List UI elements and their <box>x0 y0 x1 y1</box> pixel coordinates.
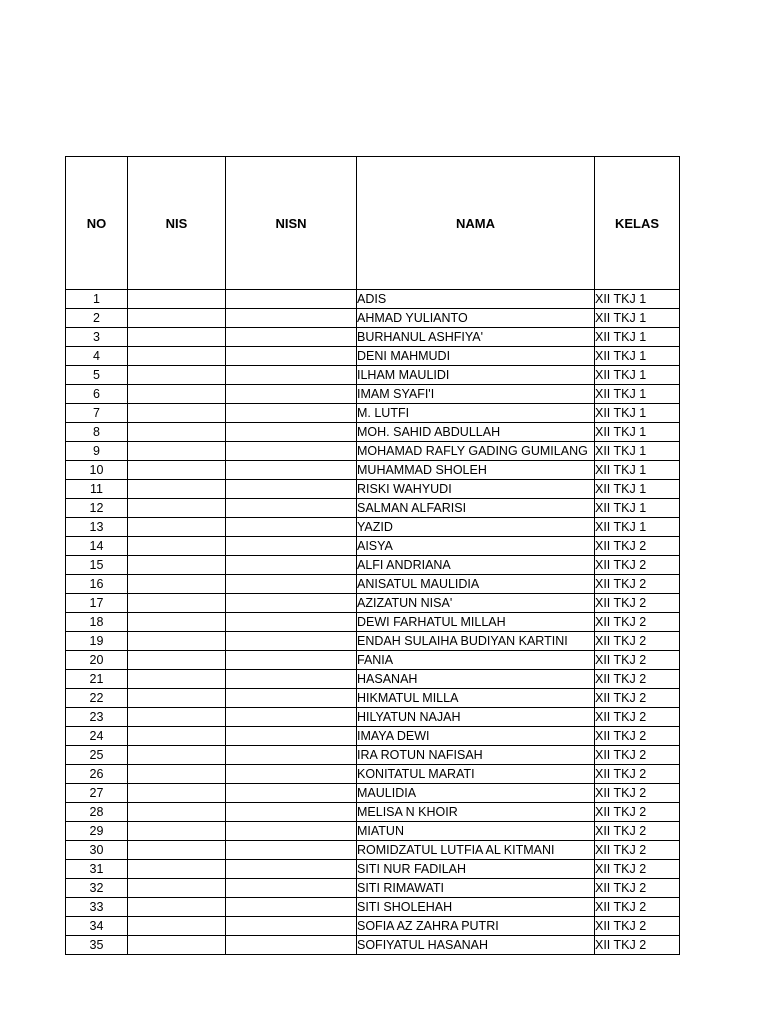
cell-nama: AZIZATUN NISA' <box>357 594 595 613</box>
cell-no: 30 <box>66 841 128 860</box>
table-row <box>66 784 680 803</box>
cell-no: 32 <box>66 879 128 898</box>
cell-kelas: XII TKJ 1 <box>595 480 680 499</box>
cell-kelas: XII TKJ 2 <box>595 898 680 917</box>
cell-nis <box>128 879 226 898</box>
cell-nama: SALMAN ALFARISI <box>357 499 595 518</box>
table-row <box>66 556 680 575</box>
cell-nisn <box>226 898 357 917</box>
table-row <box>66 765 680 784</box>
table-row <box>66 404 680 423</box>
cell-nisn <box>226 765 357 784</box>
cell-kelas: XII TKJ 2 <box>595 879 680 898</box>
header-nisn: NISN <box>226 157 357 290</box>
cell-kelas: XII TKJ 2 <box>595 746 680 765</box>
table-row <box>66 651 680 670</box>
cell-nis <box>128 347 226 366</box>
cell-nis <box>128 613 226 632</box>
cell-nama: DEWI FARHATUL MILLAH <box>357 613 595 632</box>
cell-kelas: XII TKJ 2 <box>595 917 680 936</box>
cell-kelas: XII TKJ 2 <box>595 860 680 879</box>
cell-kelas: XII TKJ 2 <box>595 936 680 955</box>
cell-no: 25 <box>66 746 128 765</box>
cell-nis <box>128 860 226 879</box>
table-row <box>66 613 680 632</box>
cell-nis <box>128 575 226 594</box>
cell-nisn <box>226 366 357 385</box>
cell-nama: MIATUN <box>357 822 595 841</box>
cell-no: 12 <box>66 499 128 518</box>
cell-no: 35 <box>66 936 128 955</box>
cell-nis <box>128 385 226 404</box>
table-row <box>66 309 680 328</box>
cell-kelas: XII TKJ 2 <box>595 765 680 784</box>
table-row <box>66 537 680 556</box>
cell-nisn <box>226 442 357 461</box>
cell-nisn <box>226 860 357 879</box>
cell-nis <box>128 404 226 423</box>
cell-no: 28 <box>66 803 128 822</box>
cell-nis <box>128 936 226 955</box>
table-row <box>66 841 680 860</box>
cell-no: 23 <box>66 708 128 727</box>
cell-nisn <box>226 727 357 746</box>
cell-nama: MAULIDIA <box>357 784 595 803</box>
cell-nama: IMAYA DEWI <box>357 727 595 746</box>
cell-kelas: XII TKJ 1 <box>595 328 680 347</box>
cell-nama: YAZID <box>357 518 595 537</box>
table-row <box>66 442 680 461</box>
cell-nis <box>128 632 226 651</box>
cell-nama: AISYA <box>357 537 595 556</box>
cell-nisn <box>226 309 357 328</box>
cell-nisn <box>226 575 357 594</box>
cell-nama: HIKMATUL MILLA <box>357 689 595 708</box>
cell-nis <box>128 803 226 822</box>
cell-nis <box>128 461 226 480</box>
cell-nis <box>128 499 226 518</box>
cell-nama: SITI NUR FADILAH <box>357 860 595 879</box>
table-row <box>66 803 680 822</box>
cell-nama: FANIA <box>357 651 595 670</box>
cell-nisn <box>226 917 357 936</box>
cell-kelas: XII TKJ 1 <box>595 518 680 537</box>
cell-kelas: XII TKJ 2 <box>595 651 680 670</box>
table-row <box>66 708 680 727</box>
cell-nama: SOFIA AZ ZAHRA PUTRI <box>357 917 595 936</box>
cell-nisn <box>226 746 357 765</box>
cell-no: 9 <box>66 442 128 461</box>
cell-kelas: XII TKJ 2 <box>595 556 680 575</box>
cell-nama: ILHAM MAULIDI <box>357 366 595 385</box>
cell-no: 34 <box>66 917 128 936</box>
table-row <box>66 461 680 480</box>
cell-nis <box>128 822 226 841</box>
cell-no: 18 <box>66 613 128 632</box>
table-row <box>66 822 680 841</box>
cell-kelas: XII TKJ 1 <box>595 347 680 366</box>
table-row <box>66 860 680 879</box>
table-row <box>66 689 680 708</box>
cell-no: 21 <box>66 670 128 689</box>
cell-kelas: XII TKJ 1 <box>595 499 680 518</box>
cell-nama: BURHANUL ASHFIYA' <box>357 328 595 347</box>
cell-nis <box>128 917 226 936</box>
cell-kelas: XII TKJ 1 <box>595 290 680 309</box>
table-row <box>66 898 680 917</box>
cell-kelas: XII TKJ 2 <box>595 841 680 860</box>
cell-kelas: XII TKJ 2 <box>595 632 680 651</box>
cell-no: 11 <box>66 480 128 499</box>
cell-kelas: XII TKJ 2 <box>595 689 680 708</box>
cell-no: 17 <box>66 594 128 613</box>
cell-nama: ROMIDZATUL LUTFIA AL KITMANI <box>357 841 595 860</box>
table-row <box>66 746 680 765</box>
cell-no: 20 <box>66 651 128 670</box>
cell-nis <box>128 366 226 385</box>
cell-nisn <box>226 594 357 613</box>
cell-no: 16 <box>66 575 128 594</box>
cell-nis <box>128 727 226 746</box>
cell-no: 5 <box>66 366 128 385</box>
cell-no: 7 <box>66 404 128 423</box>
cell-nisn <box>226 404 357 423</box>
cell-nisn <box>226 936 357 955</box>
cell-nisn <box>226 708 357 727</box>
cell-nisn <box>226 423 357 442</box>
table-row <box>66 423 680 442</box>
cell-nisn <box>226 537 357 556</box>
cell-nis <box>128 290 226 309</box>
cell-kelas: XII TKJ 1 <box>595 461 680 480</box>
cell-no: 10 <box>66 461 128 480</box>
cell-nama: HILYATUN NAJAH <box>357 708 595 727</box>
table-row <box>66 480 680 499</box>
table-row <box>66 727 680 746</box>
cell-no: 33 <box>66 898 128 917</box>
cell-nama: SOFIYATUL HASANAH <box>357 936 595 955</box>
cell-nama: ENDAH SULAIHA BUDIYAN KARTINI <box>357 632 595 651</box>
cell-nisn <box>226 613 357 632</box>
header-nis: NIS <box>128 157 226 290</box>
cell-no: 6 <box>66 385 128 404</box>
cell-nama: MELISA N KHOIR <box>357 803 595 822</box>
cell-kelas: XII TKJ 1 <box>595 309 680 328</box>
header-nama: NAMA <box>357 157 595 290</box>
cell-nisn <box>226 480 357 499</box>
cell-nama: IRA ROTUN NAFISAH <box>357 746 595 765</box>
cell-nama: SITI SHOLEHAH <box>357 898 595 917</box>
cell-kelas: XII TKJ 1 <box>595 385 680 404</box>
cell-no: 26 <box>66 765 128 784</box>
cell-no: 1 <box>66 290 128 309</box>
cell-no: 31 <box>66 860 128 879</box>
cell-nis <box>128 689 226 708</box>
cell-nama: IMAM SYAFI'I <box>357 385 595 404</box>
cell-kelas: XII TKJ 1 <box>595 366 680 385</box>
cell-nama: DENI MAHMUDI <box>357 347 595 366</box>
cell-nis <box>128 765 226 784</box>
cell-nis <box>128 537 226 556</box>
cell-no: 2 <box>66 309 128 328</box>
cell-kelas: XII TKJ 2 <box>595 727 680 746</box>
cell-nisn <box>226 328 357 347</box>
table-row <box>66 347 680 366</box>
cell-no: 13 <box>66 518 128 537</box>
cell-nis <box>128 784 226 803</box>
table-header <box>66 157 680 290</box>
table-row <box>66 290 680 309</box>
cell-nis <box>128 328 226 347</box>
cell-nama: SITI RIMAWATI <box>357 879 595 898</box>
cell-nisn <box>226 347 357 366</box>
cell-nisn <box>226 784 357 803</box>
table-body <box>66 290 680 955</box>
student-roster-table <box>65 156 680 955</box>
cell-nisn <box>226 651 357 670</box>
cell-no: 4 <box>66 347 128 366</box>
cell-no: 24 <box>66 727 128 746</box>
cell-nisn <box>226 879 357 898</box>
cell-nis <box>128 423 226 442</box>
cell-nis <box>128 898 226 917</box>
cell-no: 15 <box>66 556 128 575</box>
cell-nisn <box>226 632 357 651</box>
cell-kelas: XII TKJ 2 <box>595 537 680 556</box>
cell-nisn <box>226 385 357 404</box>
cell-nisn <box>226 461 357 480</box>
cell-nama: ADIS <box>357 290 595 309</box>
cell-nisn <box>226 499 357 518</box>
cell-no: 29 <box>66 822 128 841</box>
table-row <box>66 917 680 936</box>
table-row <box>66 936 680 955</box>
header-no: NO <box>66 157 128 290</box>
table-row <box>66 499 680 518</box>
cell-nisn <box>226 803 357 822</box>
cell-nis <box>128 708 226 727</box>
cell-nis <box>128 480 226 499</box>
cell-no: 8 <box>66 423 128 442</box>
table-row <box>66 879 680 898</box>
cell-kelas: XII TKJ 2 <box>595 670 680 689</box>
cell-nama: HASANAH <box>357 670 595 689</box>
cell-nama: RISKI WAHYUDI <box>357 480 595 499</box>
table-row <box>66 575 680 594</box>
cell-nama: MUHAMMAD SHOLEH <box>357 461 595 480</box>
cell-nama: KONITATUL MARATI <box>357 765 595 784</box>
cell-nis <box>128 746 226 765</box>
cell-no: 14 <box>66 537 128 556</box>
cell-kelas: XII TKJ 2 <box>595 708 680 727</box>
cell-kelas: XII TKJ 2 <box>595 803 680 822</box>
cell-nis <box>128 518 226 537</box>
cell-nis <box>128 594 226 613</box>
cell-kelas: XII TKJ 2 <box>595 575 680 594</box>
cell-nama: ANISATUL MAULIDIA <box>357 575 595 594</box>
cell-nisn <box>226 518 357 537</box>
cell-no: 22 <box>66 689 128 708</box>
cell-no: 19 <box>66 632 128 651</box>
cell-nisn <box>226 689 357 708</box>
cell-kelas: XII TKJ 1 <box>595 442 680 461</box>
cell-nis <box>128 556 226 575</box>
header-row <box>66 157 680 290</box>
table-row <box>66 670 680 689</box>
cell-nisn <box>226 290 357 309</box>
cell-no: 27 <box>66 784 128 803</box>
cell-nisn <box>226 822 357 841</box>
cell-kelas: XII TKJ 2 <box>595 594 680 613</box>
cell-nis <box>128 309 226 328</box>
cell-kelas: XII TKJ 2 <box>595 784 680 803</box>
table-row <box>66 632 680 651</box>
cell-nis <box>128 841 226 860</box>
header-kelas: KELAS <box>595 157 680 290</box>
cell-nisn <box>226 841 357 860</box>
cell-nama: AHMAD YULIANTO <box>357 309 595 328</box>
cell-nama: MOHAMAD RAFLY GADING GUMILANG <box>357 442 595 461</box>
cell-nama: ALFI ANDRIANA <box>357 556 595 575</box>
cell-no: 3 <box>66 328 128 347</box>
table-row <box>66 328 680 347</box>
cell-kelas: XII TKJ 1 <box>595 404 680 423</box>
cell-nis <box>128 670 226 689</box>
cell-nama: M. LUTFI <box>357 404 595 423</box>
cell-kelas: XII TKJ 2 <box>595 613 680 632</box>
cell-nis <box>128 651 226 670</box>
table-row <box>66 366 680 385</box>
table-row <box>66 385 680 404</box>
cell-nisn <box>226 670 357 689</box>
cell-nama: MOH. SAHID ABDULLAH <box>357 423 595 442</box>
cell-kelas: XII TKJ 2 <box>595 822 680 841</box>
cell-kelas: XII TKJ 1 <box>595 423 680 442</box>
table-row <box>66 518 680 537</box>
cell-nis <box>128 442 226 461</box>
cell-nisn <box>226 556 357 575</box>
table-row <box>66 594 680 613</box>
